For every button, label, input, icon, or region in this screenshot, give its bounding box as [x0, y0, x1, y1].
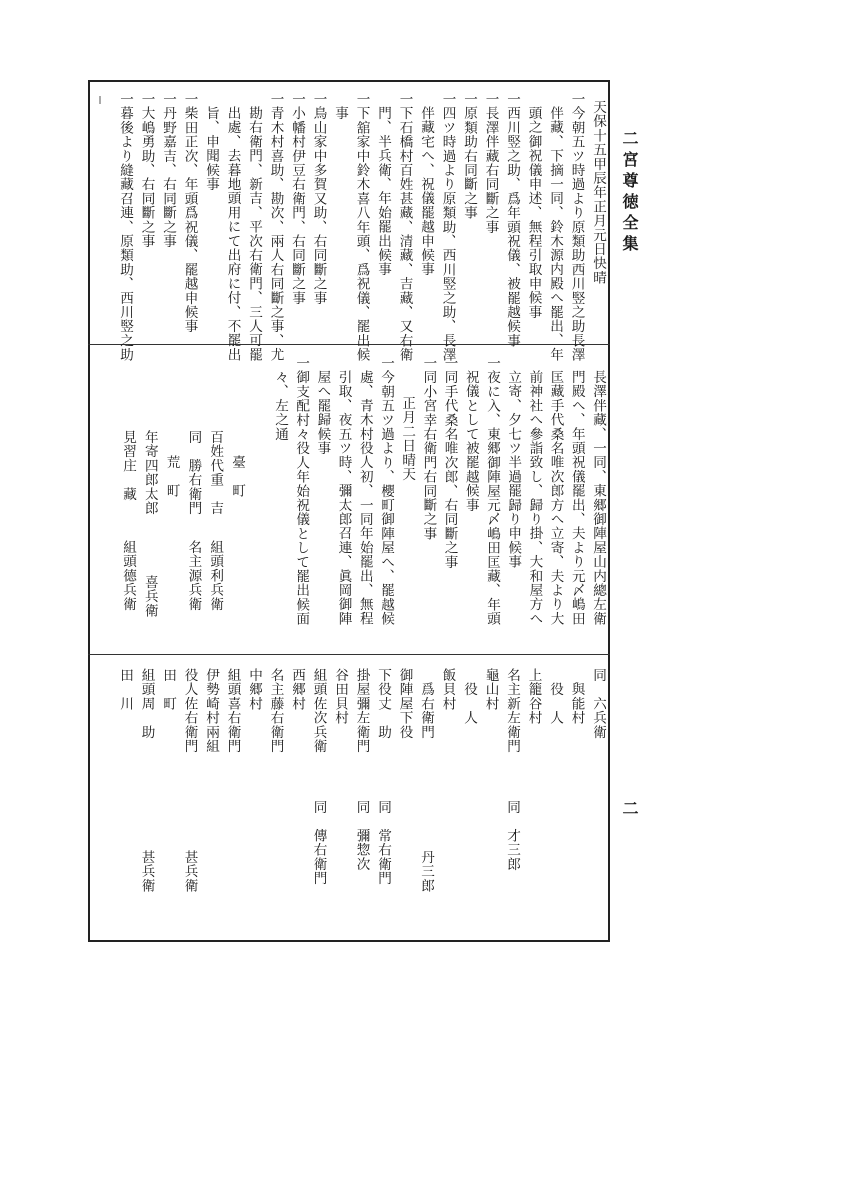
text-line: 一小幡村伊豆右衛門、右同斷之事	[289, 92, 305, 305]
roster-name: 甚兵衛	[181, 850, 198, 893]
text-line: 一四ツ時過より原類助、西川竪之助、長澤	[439, 92, 456, 362]
roster-name: 甚兵衛	[138, 850, 155, 893]
roster-name: 名主新左衛門	[504, 668, 520, 754]
roster-name: 役人佐右衛門	[181, 668, 198, 754]
text-line: 一柴田正次、年頭爲祝儀、罷越申候事	[181, 92, 198, 334]
roster-name: 同 彌惣次	[353, 800, 370, 871]
text-line: 一今朝五ツ時過より原類助西川竪之助長澤	[568, 92, 585, 362]
text-line: 祝儀として被罷越候事	[462, 370, 479, 512]
text-line: 一鳥山家中多賀又助、右同斷之事	[310, 92, 327, 305]
roster-name: 上籠谷村	[525, 668, 542, 725]
roster-name: 組頭佐次兵衛	[310, 668, 327, 754]
roster-name: 下役丈 助	[375, 668, 391, 739]
text-line: 立寄、夕七ツ半過罷歸り申候事	[505, 370, 522, 569]
text-line: 伴藏宅へ、祝儀罷越申候事	[418, 106, 434, 277]
text-line: 頭之御祝儀申述、無程引取申候事	[525, 106, 542, 319]
text-line: 一西川竪之助、爲年頭祝儀、被罷越候事	[504, 92, 520, 348]
text-line: 引取、夜五ツ時、彌太郎召連、眞岡御陣	[335, 370, 352, 626]
roster-name: 年寄四郎太郎	[141, 430, 158, 516]
roster-name: 爲右衛門	[418, 668, 434, 739]
roster-name: 與能村	[568, 668, 585, 725]
section-divider-upper	[88, 344, 610, 345]
roster-name: 同 勝右衛門	[185, 430, 202, 516]
text-line: 門殿へ、年頭祝儀罷出、夫より元〆嶋田	[568, 370, 585, 626]
text-line: 一御支配村々役人年始祝儀として罷出候面	[293, 356, 310, 626]
text-line: 處、青木村役人初、一同年始罷出、無程	[356, 370, 373, 626]
corner-mark-icon	[96, 96, 104, 104]
text-line: 伴藏、下摘一同、鈴木源内殿へ罷出、年	[547, 106, 563, 362]
roster-name: 中郷村	[246, 668, 262, 711]
roster-name: 荒 町	[163, 455, 180, 498]
text-line: 匡藏手代桑名唯次郎方へ立寄、夫より大	[547, 370, 564, 626]
roster-name: 飯貝村	[439, 668, 456, 711]
text-line: 一夜に入、東郷御陣屋元〆嶋田匡藏、年頭	[484, 356, 500, 626]
roster-name: 同 才三郎	[504, 800, 520, 871]
text-line: 一長澤伴藏右同斷之事	[482, 92, 499, 234]
running-header: 二宮尊徳全集	[620, 130, 639, 256]
roster-name: 百姓代重 吉	[207, 430, 224, 516]
section-divider-lower	[88, 654, 610, 655]
roster-name: 掛屋彌左衛門	[353, 668, 370, 754]
roster-name: 谷田貝村	[332, 668, 348, 725]
roster-name: 名主藤右衛門	[267, 668, 284, 754]
roster-name: 組頭德兵衛	[120, 540, 136, 611]
text-line: 門、半兵衛、年始罷出候事	[375, 106, 391, 277]
text-line: 一青木村喜助、勘次、兩人右同斷之事、尤	[267, 92, 284, 362]
text-line: 天保十五甲辰年正月元日快晴	[590, 100, 606, 285]
text-line: 勘右衛門、新吉、平次右衛門、三人可罷	[246, 106, 262, 362]
text-line: 一同小宮幸右衛門右同斷之事	[420, 356, 437, 541]
text-line: 一大嶋勇助、右同斷之事	[138, 92, 155, 249]
text-line: 事	[332, 106, 348, 121]
roster-name: 役 人	[547, 668, 563, 725]
text-line: 正月二日晴天	[399, 396, 416, 482]
text-line: 一下石橋村百姓甚藏、清藏、吉藏、又右衛	[396, 92, 413, 362]
roster-name: 同 六兵衛	[590, 668, 606, 739]
roster-name: 丹三郎	[418, 850, 434, 893]
roster-name: 田 町	[160, 668, 176, 711]
text-line: 一丹野嘉吉、右同斷之事	[160, 92, 176, 249]
roster-name: 田 川	[117, 668, 133, 711]
text-line: 一同手代桑名唯次郎、右同斷之事	[441, 356, 458, 569]
text-line: 前神社へ參詣致し、歸り掛、大和屋方へ	[526, 370, 543, 626]
roster-name: 御陣屋下役	[396, 668, 413, 739]
text-line: 一暮後より縫藏召連、原類助、西川竪之助	[117, 92, 133, 362]
text-line: 屋へ罷歸候事	[314, 370, 331, 456]
roster-name: 同 常右衛門	[375, 800, 391, 886]
text-line: 旨、申聞候事	[203, 106, 219, 192]
text-line: 長澤伴藏、一同、東郷御陣屋山内總左衛	[590, 370, 606, 626]
text-line: 々、左之通	[272, 370, 288, 441]
roster-name: 組頭周 助	[138, 668, 155, 739]
page-number: 二	[620, 800, 639, 816]
roster-name: 臺 町	[229, 455, 245, 498]
roster-name: 同 傳右衛門	[310, 800, 327, 886]
text-line: 一原類助右同斷之事	[461, 92, 477, 220]
roster-name: 名主源兵衛	[185, 540, 202, 611]
text-line: 一今朝五ツ過より、櫻町御陣屋へ、罷越候	[378, 356, 394, 626]
roster-name: 組頭喜右衛門	[224, 668, 241, 754]
roster-name: 喜兵衛	[141, 575, 158, 618]
roster-name: 西郷村	[289, 668, 305, 711]
text-line: 出處、去暮地頭用にて出府に付、不罷出	[224, 106, 241, 362]
roster-name: 役 人	[461, 668, 477, 725]
text-line: 一下舘家中鈴木喜八年頭、爲祝儀、罷出候	[353, 92, 370, 362]
roster-name: 龜山村	[482, 668, 499, 711]
roster-name: 見習庄 藏	[120, 430, 136, 501]
roster-name: 組頭利兵衛	[207, 540, 224, 611]
roster-name: 伊勢崎村兩組	[203, 668, 219, 754]
